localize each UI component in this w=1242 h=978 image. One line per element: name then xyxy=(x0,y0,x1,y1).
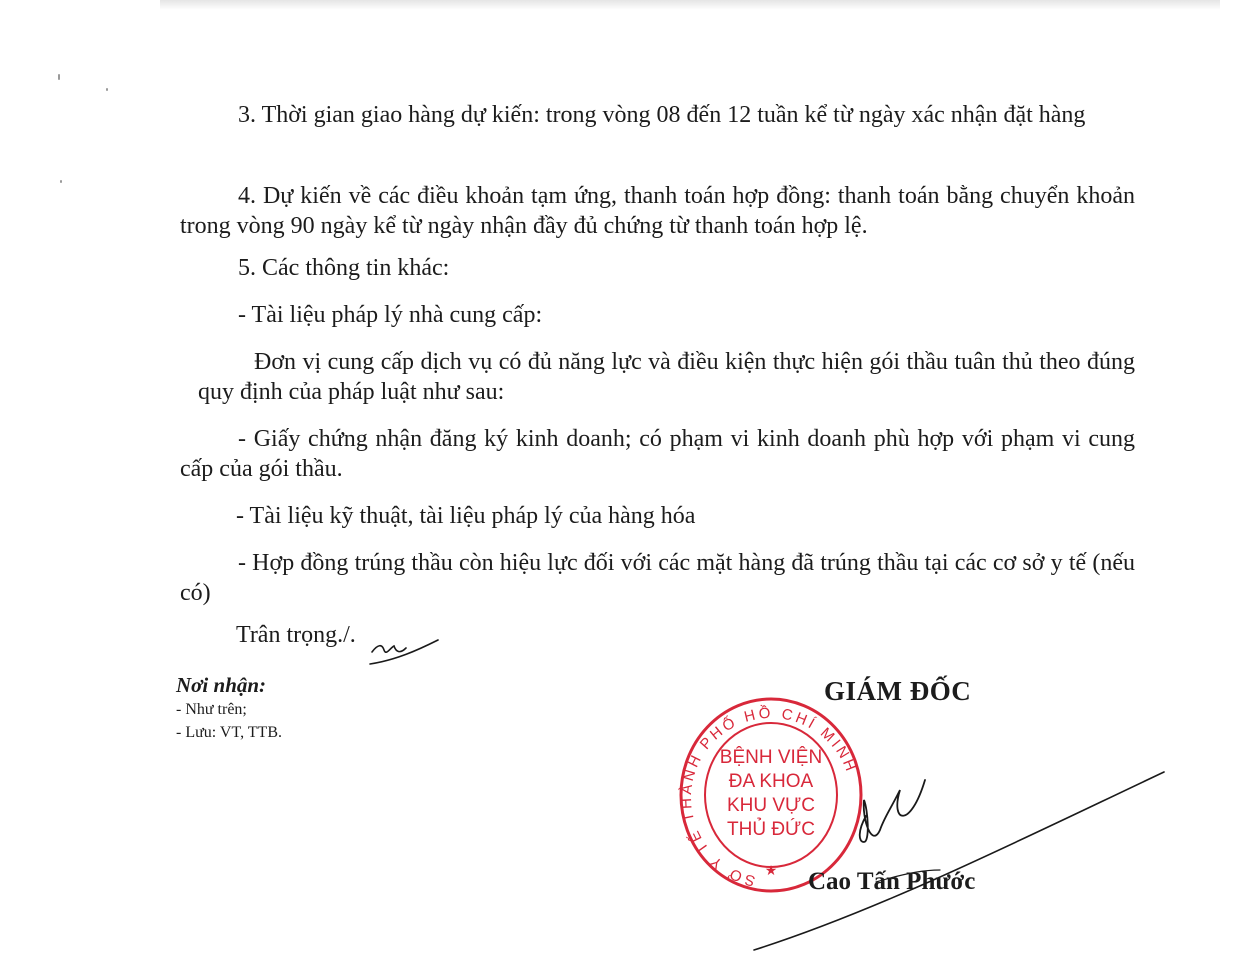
scan-speck xyxy=(58,74,60,80)
handwritten-signature xyxy=(740,760,1170,960)
stamp-star-icon: ★ xyxy=(764,862,778,878)
signatory-title: GIÁM ĐỐC xyxy=(824,676,972,706)
stamp-line: THỦ ĐỨC xyxy=(727,819,815,840)
stamp-line: BỆNH VIỆN xyxy=(719,747,823,768)
initial-mark xyxy=(366,630,446,670)
stamp-ring-text: SỞ Y TẾ THÀNH PHỐ HỒ CHÍ MINH xyxy=(677,704,860,890)
recipients-title: Nơi nhận: xyxy=(176,673,267,697)
paragraph-other-info-heading: 5. Các thông tin khác: xyxy=(238,255,450,281)
scan-edge-shadow xyxy=(160,0,1220,10)
paragraph-business-license: - Giấy chứng nhận đăng ký kinh doanh; có phạm vi kinh doanh phù hợp với phạm vi cung cấp của gói thầu. xyxy=(180,426,1135,482)
scan-speck xyxy=(106,88,108,91)
recipient-item: - Lưu: VT, TTB. xyxy=(176,724,282,741)
stamp-line: ĐA KHOA xyxy=(728,771,814,792)
paragraph-delivery-time: 3. Thời gian giao hàng dự kiến: trong vòng 08 đến 12 tuần kể từ ngày xác nhận đặt hàng xyxy=(238,102,1086,128)
scan-speck xyxy=(60,180,62,183)
paragraph-payment-terms: 4. Dự kiến về các điều khoản tạm ứng, thanh toán hợp đồng: thanh toán bằng chuyển khoản trong vòng 90 ngày kể từ ngày nhận đầy đủ chứng từ thanh toán hợp lệ. xyxy=(180,183,1135,239)
paragraph-technical-docs: - Tài liệu kỹ thuật, tài liệu pháp lý của hàng hóa xyxy=(236,503,696,529)
recipient-item: - Như trên; xyxy=(176,701,247,718)
paragraph-capability-statement: Đơn vị cung cấp dịch vụ có đủ năng lực và điều kiện thực hiện gói thầu tuân thủ theo đúng quy định của pháp luật như sau: xyxy=(198,349,1135,405)
paragraph-closing: Trân trọng./. xyxy=(236,622,356,648)
signatory-name: Cao Tấn Phước xyxy=(808,868,976,895)
recipients-block xyxy=(176,672,282,744)
paragraph-supplier-legal-docs: - Tài liệu pháp lý nhà cung cấp: xyxy=(238,302,543,328)
stamp-line: KHU VỰC xyxy=(726,795,816,816)
paragraph-valid-contracts: - Hợp đồng trúng thầu còn hiệu lực đối với các mặt hàng đã trúng thầu tại các cơ sở y tế (nếu có) xyxy=(180,550,1135,606)
